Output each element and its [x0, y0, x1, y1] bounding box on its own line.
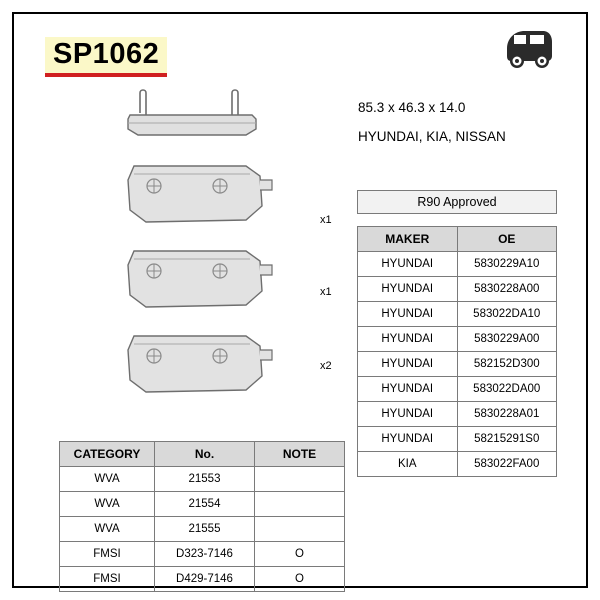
category-cell-category: WVA	[60, 467, 155, 492]
oe-header-maker: MAKER	[358, 227, 458, 252]
oe-header-oe: OE	[457, 227, 557, 252]
category-cell-category: WVA	[60, 517, 155, 542]
r90-approved-badge	[357, 190, 557, 214]
category-cell-note: O	[255, 567, 345, 592]
category-cell-category: FMSI	[60, 567, 155, 592]
category-cell-category: WVA	[60, 492, 155, 517]
oe-cell-maker: HYUNDAI	[358, 377, 458, 402]
oe-cell-oe: 582152D300	[457, 352, 557, 377]
makers-text: HYUNDAI, KIA, NISSAN	[358, 129, 506, 144]
qty-label-1: x1	[320, 214, 332, 226]
table-row	[358, 427, 557, 452]
qty-label-3: x2	[320, 360, 332, 372]
oe-cell-oe: 5830229A10	[457, 252, 557, 277]
oe-cell-oe: 58215291S0	[457, 427, 557, 452]
oe-cell-maker: HYUNDAI	[358, 427, 458, 452]
table-row	[358, 302, 557, 327]
category-header-no: No.	[155, 442, 255, 467]
oe-cell-maker: HYUNDAI	[358, 277, 458, 302]
category-cell-no: 21554	[155, 492, 255, 517]
category-table	[59, 441, 345, 592]
r90-approved-label: R90 Approved	[417, 195, 497, 209]
table-row	[358, 352, 557, 377]
oe-table-header-row	[358, 227, 557, 252]
category-cell-no: D429-7146	[155, 567, 255, 592]
category-cell-no: 21555	[155, 517, 255, 542]
category-cell-note	[255, 517, 345, 542]
table-row	[358, 452, 557, 477]
car-brake-icon	[501, 26, 555, 70]
oe-cell-oe: 5830228A00	[457, 277, 557, 302]
part-code-title	[45, 37, 167, 77]
qty-label-2: x1	[320, 286, 332, 298]
oe-cell-oe: 5830229A00	[457, 327, 557, 352]
category-header-category: CATEGORY	[60, 442, 155, 467]
table-row	[60, 567, 345, 592]
table-row	[60, 517, 345, 542]
brake-pad-view-2	[120, 245, 280, 322]
oe-cell-oe: 583022FA00	[457, 452, 557, 477]
table-row	[358, 252, 557, 277]
category-cell-note	[255, 467, 345, 492]
oe-cell-maker: HYUNDAI	[358, 302, 458, 327]
table-row	[60, 467, 345, 492]
oe-cell-oe: 583022DA10	[457, 302, 557, 327]
category-cell-no: D323-7146	[155, 542, 255, 567]
brake-pad-view-3	[120, 330, 280, 407]
oe-table	[357, 226, 557, 477]
brake-pad-shim-top	[120, 85, 270, 150]
oe-cell-maker: KIA	[358, 452, 458, 477]
table-row	[60, 542, 345, 567]
category-cell-note	[255, 492, 345, 517]
category-cell-category: FMSI	[60, 542, 155, 567]
dimensions-text: 85.3 x 46.3 x 14.0	[358, 100, 466, 115]
category-header-note: NOTE	[255, 442, 345, 467]
oe-cell-maker: HYUNDAI	[358, 252, 458, 277]
category-cell-note: O	[255, 542, 345, 567]
oe-cell-oe: 583022DA00	[457, 377, 557, 402]
part-code-text: SP1062	[53, 38, 160, 70]
oe-cell-oe: 5830228A01	[457, 402, 557, 427]
oe-cell-maker: HYUNDAI	[358, 327, 458, 352]
oe-cell-maker: HYUNDAI	[358, 352, 458, 377]
oe-cell-maker: HYUNDAI	[358, 402, 458, 427]
table-row	[358, 277, 557, 302]
category-cell-no: 21553	[155, 467, 255, 492]
category-table-header-row	[60, 442, 345, 467]
table-row	[358, 402, 557, 427]
table-row	[358, 327, 557, 352]
brake-pad-view-1	[120, 160, 280, 237]
table-row	[60, 492, 345, 517]
table-row	[358, 377, 557, 402]
